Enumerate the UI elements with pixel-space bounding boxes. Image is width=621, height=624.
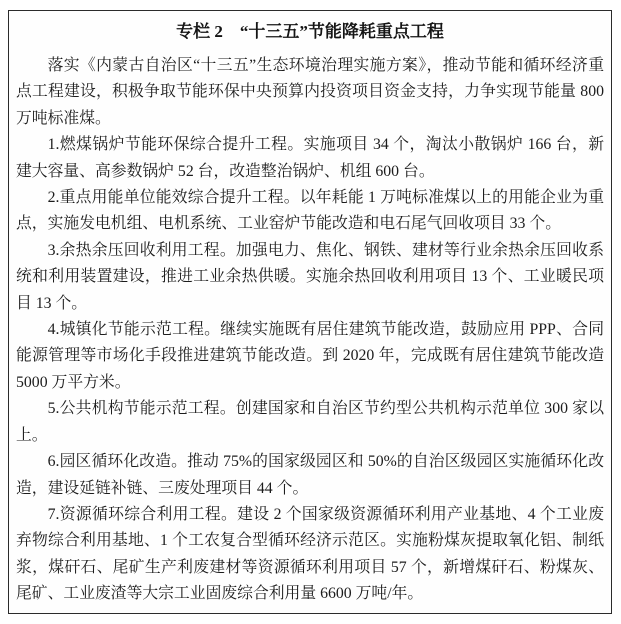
textbox-panel bbox=[8, 10, 612, 614]
item-6-park-circular-retrofit-paragraph: 6.园区循环化改造。推动 75%的国家级园区和 50%的自治区级园区实施循环化改造，建设延链补链、三废处理项目 44 个。 bbox=[16, 453, 604, 497]
item-3-waste-heat-recovery-paragraph: 3.余热余压回收利用工程。加强电力、焦化、钢铁、建材等行业余热余压回收系统和利用装置建设，推进工业余热供暖。实施余热回收利用项目 13 个、工业暖民项目 13 个。 bbox=[16, 241, 604, 312]
item-5-public-institutions-paragraph: 5.公共机构节能示范工程。创建国家和自治区节约型公共机构示范单位 300 家以上。 bbox=[16, 400, 604, 444]
item-1-coal-boiler-paragraph: 1.燃煤锅炉节能环保综合提升工程。实施项目 34 个，淘汰小散锅炉 166 台，新建大容量、高参数锅炉 52 台，改造整治锅炉、机组 600 台。 bbox=[16, 136, 604, 180]
intro-paragraph: 落实《内蒙古自治区“十三五”生态环境治理实施方案》，推动节能和循环经济重点工程建设，积极争取节能环保中央预算内投资项目资金支持，力争实现节能量 800 万吨标准煤。 bbox=[16, 57, 604, 127]
item-2-key-energy-users-paragraph: 2.重点用能单位能效综合提升工程。以年耗能 1 万吨标准煤以上的用能企业为重点，实施发电机组、电机系统、工业窑炉节能改造和电石尾气回收项目 33 个。 bbox=[16, 189, 604, 233]
item-7-resource-recycling-paragraph: 7.资源循环综合利用工程。建设 2 个国家级资源循环利用产业基地、4 个工业废弃物综合利用基地、1 个工农复合型循环经济示范区。实施粉煤灰提取氧化铝、制纸浆，煤矸石、尾矿生产利废建材等资源循环利用项目 57 个，新增煤矸石、粉煤灰、尾矿、工业废渣等大宗工业固废综合利用量 6600 万吨/年。 bbox=[16, 505, 604, 603]
panel-title: 专栏 2 “十三五”节能降耗重点工程 bbox=[176, 22, 444, 41]
item-4-urban-energy-demo-paragraph: 4.城镇化节能示范工程。继续实施既有居住建筑节能改造，鼓励应用 PPP、合同能源管理等市场化手段推进建筑节能改造。到 2020 年，完成既有居住建筑节能改造 5000 万平方米。 bbox=[16, 321, 604, 391]
